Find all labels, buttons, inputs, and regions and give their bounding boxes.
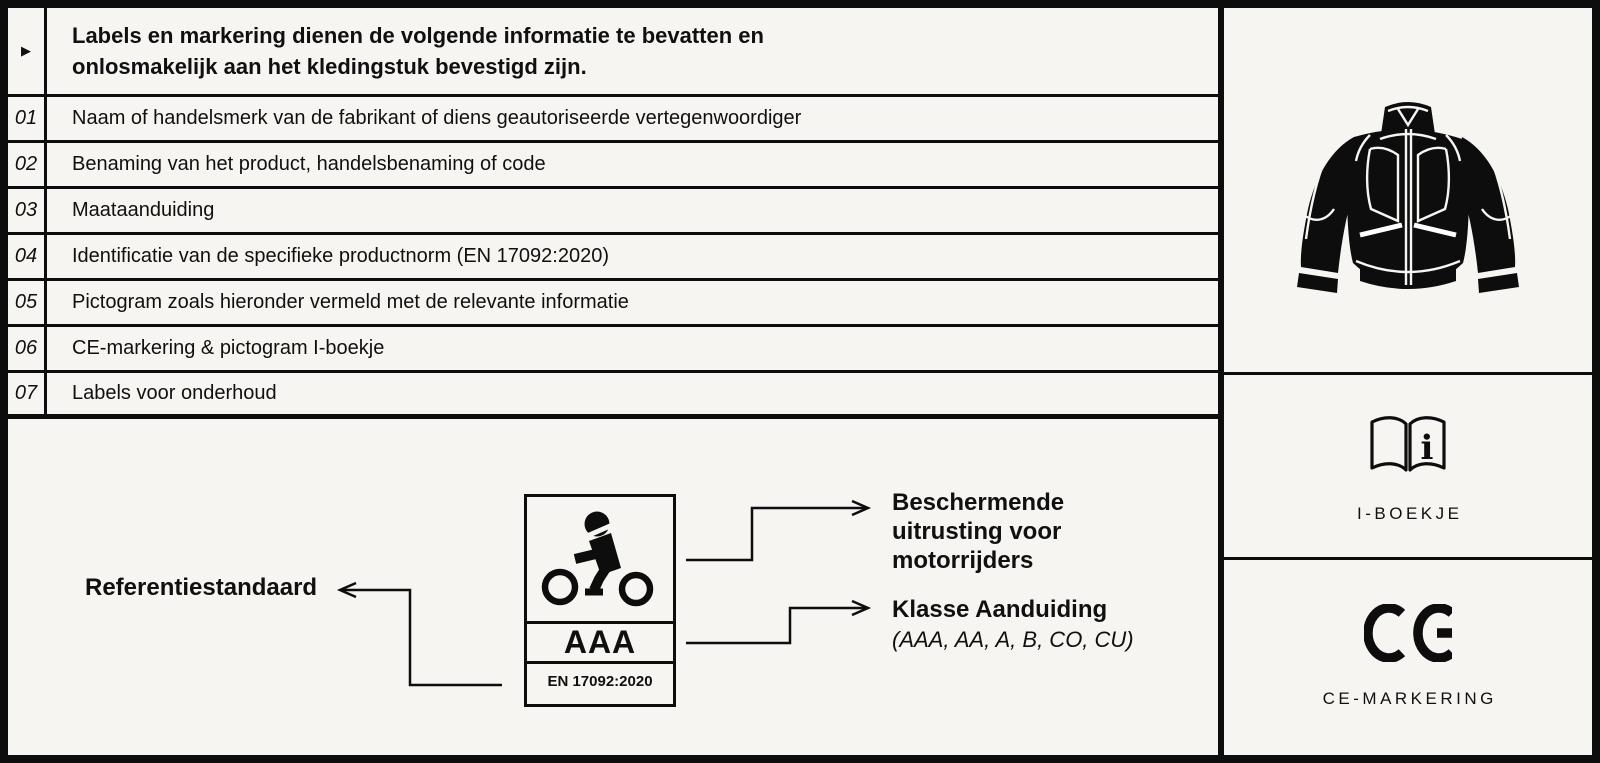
row-number: 07 — [8, 373, 47, 414]
motorcyclist-icon — [527, 496, 673, 623]
row-text: Benaming van het product, handelsbenaming of code — [72, 153, 546, 175]
table-row — [8, 281, 1218, 327]
header-marker-cell — [8, 8, 47, 94]
pictogram-icon-cell — [527, 497, 673, 624]
pictogram-box — [524, 494, 676, 707]
row-number: 03 — [8, 189, 47, 232]
ce-section — [1224, 560, 1592, 749]
row-text: Labels voor onderhoud — [72, 382, 277, 404]
i-booklet-icon — [1366, 412, 1450, 478]
header-line-1: Labels en markering dienen de volgende informatie te bevatten en — [72, 23, 764, 48]
table-header-text — [47, 8, 1218, 94]
row-text: Identificatie van de specifieke productnorm (EN 17092:2020) — [72, 245, 609, 267]
table-row — [8, 373, 1218, 419]
booklet-section — [1224, 375, 1592, 560]
arrow-top-right-icon — [686, 501, 868, 560]
arrow-left-icon — [340, 583, 502, 685]
play-marker-icon: ▶ — [21, 43, 31, 58]
row-number: 05 — [8, 281, 47, 324]
protective-equipment-line-3: motorrijders — [892, 547, 1034, 574]
arrow-bottom-right-icon — [686, 601, 868, 643]
row-number: 06 — [8, 327, 47, 370]
ce-mark-icon — [1364, 604, 1452, 662]
standard-designation: EN 17092:2020 — [547, 672, 653, 690]
row-text: Pictogram zoals hieronder vermeld met de relevante informatie — [72, 291, 629, 313]
class-indication-values: (AAA, AA, A, B, CO, CU) — [892, 627, 1134, 652]
table-row — [8, 97, 1218, 143]
table-row — [8, 327, 1218, 373]
row-number: 01 — [8, 97, 47, 140]
row-text: Maataanduiding — [72, 199, 215, 221]
jacket-section — [1224, 8, 1592, 375]
row-text: Naam of handelsmerk van de fabrikant of diens geautoriseerde vertegenwoordiger — [72, 107, 802, 129]
protective-equipment-label — [892, 488, 1064, 575]
svg-text:i: i — [1420, 428, 1434, 468]
class-designation: AAA — [527, 624, 673, 664]
table-header-row — [8, 8, 1218, 97]
class-indication-label: Klasse Aanduiding — [892, 596, 1108, 623]
table-row — [8, 143, 1218, 189]
row-text: CE-markering & pictogram I-boekje — [72, 337, 385, 359]
side-panel — [1224, 8, 1592, 755]
table-row — [8, 235, 1218, 281]
protective-equipment-line-2: uitrusting voor — [892, 518, 1062, 545]
protective-equipment-line-1: Beschermende — [892, 489, 1065, 516]
table-row — [8, 189, 1218, 235]
reference-standard-label: Referentiestandaard — [85, 574, 318, 601]
motorcycle-jacket-icon — [1292, 97, 1524, 297]
booklet-label: I-BOEKJE — [1357, 504, 1463, 523]
row-number: 04 — [8, 235, 47, 278]
pictogram-label-diagram — [8, 424, 1218, 755]
header-line-2: onlosmakelijk aan het kledingstuk bevestigd zijn. — [72, 54, 587, 79]
requirements-table — [8, 8, 1218, 419]
row-number: 02 — [8, 143, 47, 186]
ce-marking-label: CE-MARKERING — [1322, 689, 1497, 708]
